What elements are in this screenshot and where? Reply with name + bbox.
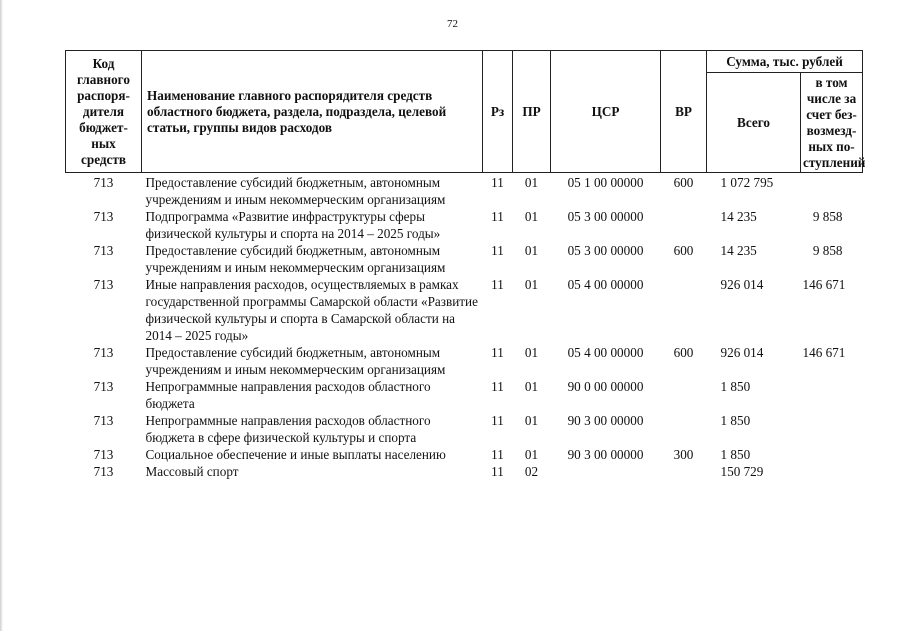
cell-code: 713 xyxy=(93,209,114,224)
table-row xyxy=(66,446,863,463)
cell-name: Предоставление субсидий бюджетным, автономным учреждениям и иным некоммерческим организациям xyxy=(145,175,446,207)
cell-pr: 01 xyxy=(524,209,539,224)
cell-total: 14 235 xyxy=(720,209,757,224)
cell-pr: 02 xyxy=(524,464,539,479)
cell-csr: 05 4 00 00000 xyxy=(567,345,644,360)
header-name: Наименование главного распорядителя средств областного бюджета, раздела, подраздела, целевой статьи, группы видов расходов xyxy=(142,51,483,173)
cell-vr xyxy=(661,208,707,242)
cell-total: 926 014 xyxy=(720,277,764,292)
header-pr: ПР xyxy=(513,51,551,173)
cell-including xyxy=(801,378,863,412)
cell-csr xyxy=(551,463,661,480)
budget-table xyxy=(65,50,866,480)
cell-csr: 90 0 00 00000 xyxy=(567,379,644,394)
header-total: Всего xyxy=(707,73,801,173)
cell-total: 926 014 xyxy=(720,345,764,360)
cell-including: 9 858 xyxy=(812,243,843,258)
table-row xyxy=(66,378,863,412)
cell-including xyxy=(801,412,863,446)
cell-name: Массовый спорт xyxy=(145,464,239,479)
cell-pr: 01 xyxy=(524,243,539,258)
header-rz: Рз xyxy=(483,51,513,173)
header-csr: ЦСР xyxy=(551,51,661,173)
cell-csr: 05 3 00 00000 xyxy=(567,243,644,258)
table-header xyxy=(66,51,866,173)
cell-vr xyxy=(661,378,707,412)
header-including: в том числе за счет без-возмезд-ных по-ступлений xyxy=(801,73,863,173)
cell-rz: 11 xyxy=(491,379,504,394)
cell-vr: 600 xyxy=(673,243,694,258)
cell-including: 9 858 xyxy=(812,209,843,224)
cell-name: Непрограммные направления расходов областного бюджета xyxy=(145,379,431,411)
cell-total: 1 072 795 xyxy=(720,175,774,190)
table-row xyxy=(66,463,863,480)
cell-code: 713 xyxy=(93,277,114,292)
cell-including xyxy=(801,463,863,480)
header-vr: ВР xyxy=(661,51,707,173)
cell-including: 146 671 xyxy=(802,277,846,292)
cell-pr: 01 xyxy=(524,413,539,428)
cell-rz: 11 xyxy=(491,277,504,292)
cell-vr xyxy=(661,276,707,344)
cell-pr: 01 xyxy=(524,345,539,360)
cell-name: Иные направления расходов, осуществляемых в рамках государственной программы Самарской области «Развитие физической культуры и спорта в Самарской области на 2014 – 2025 годы» xyxy=(145,277,478,343)
cell-name: Социальное обеспечение и иные выплаты населению xyxy=(145,447,446,462)
table-row xyxy=(66,208,863,242)
cell-pr: 01 xyxy=(524,447,539,462)
table-body xyxy=(66,173,863,481)
cell-csr: 05 3 00 00000 xyxy=(567,209,644,224)
cell-vr xyxy=(661,412,707,446)
cell-including xyxy=(801,446,863,463)
cell-pr: 01 xyxy=(524,175,539,190)
page-number: 72 xyxy=(447,18,458,30)
cell-rz: 11 xyxy=(491,243,504,258)
cell-rz: 11 xyxy=(491,413,504,428)
cell-including: 146 671 xyxy=(802,345,846,360)
cell-total: 1 850 xyxy=(720,413,751,428)
header-sum-group: Сумма, тыс. рублей xyxy=(707,51,863,73)
header-code: Код главного распоря-дителя бюджет-ных средств xyxy=(66,51,142,173)
cell-total: 150 729 xyxy=(720,464,764,479)
cell-rz: 11 xyxy=(491,175,504,190)
cell-total: 1 850 xyxy=(720,447,751,462)
cell-pr: 01 xyxy=(524,277,539,292)
cell-csr: 05 1 00 00000 xyxy=(567,175,644,190)
cell-total: 1 850 xyxy=(720,379,751,394)
table-row xyxy=(66,344,863,378)
cell-code: 713 xyxy=(93,379,114,394)
cell-code: 713 xyxy=(93,345,114,360)
scan-edge xyxy=(0,0,3,631)
cell-vr xyxy=(661,463,707,480)
cell-csr: 90 3 00 00000 xyxy=(567,447,644,462)
cell-vr: 300 xyxy=(673,447,694,462)
cell-name: Предоставление субсидий бюджетным, автономным учреждениям и иным некоммерческим организациям xyxy=(145,243,446,275)
cell-code: 713 xyxy=(93,447,114,462)
table-row xyxy=(66,173,863,209)
cell-csr: 90 3 00 00000 xyxy=(567,413,644,428)
cell-code: 713 xyxy=(93,413,114,428)
cell-rz: 11 xyxy=(491,447,504,462)
table-row xyxy=(66,276,863,344)
cell-rz: 11 xyxy=(491,345,504,360)
cell-name: Подпрограмма «Развитие инфраструктуры сферы физической культуры и спорта на 2014 – 2025 годы» xyxy=(145,209,441,241)
cell-vr: 600 xyxy=(673,345,694,360)
cell-rz: 11 xyxy=(491,209,504,224)
cell-pr: 01 xyxy=(524,379,539,394)
cell-code: 713 xyxy=(93,175,114,190)
cell-csr: 05 4 00 00000 xyxy=(567,277,644,292)
cell-name: Непрограммные направления расходов областного бюджета в сфере физической культуры и спорта xyxy=(145,413,431,445)
cell-vr: 600 xyxy=(673,175,694,190)
cell-name: Предоставление субсидий бюджетным, автономным учреждениям и иным некоммерческим организациям xyxy=(145,345,446,377)
table-row xyxy=(66,412,863,446)
cell-code: 713 xyxy=(93,243,114,258)
cell-including xyxy=(801,173,863,209)
table-row xyxy=(66,242,863,276)
cell-total: 14 235 xyxy=(720,243,757,258)
cell-code: 713 xyxy=(93,464,114,479)
cell-rz: 11 xyxy=(491,464,504,479)
